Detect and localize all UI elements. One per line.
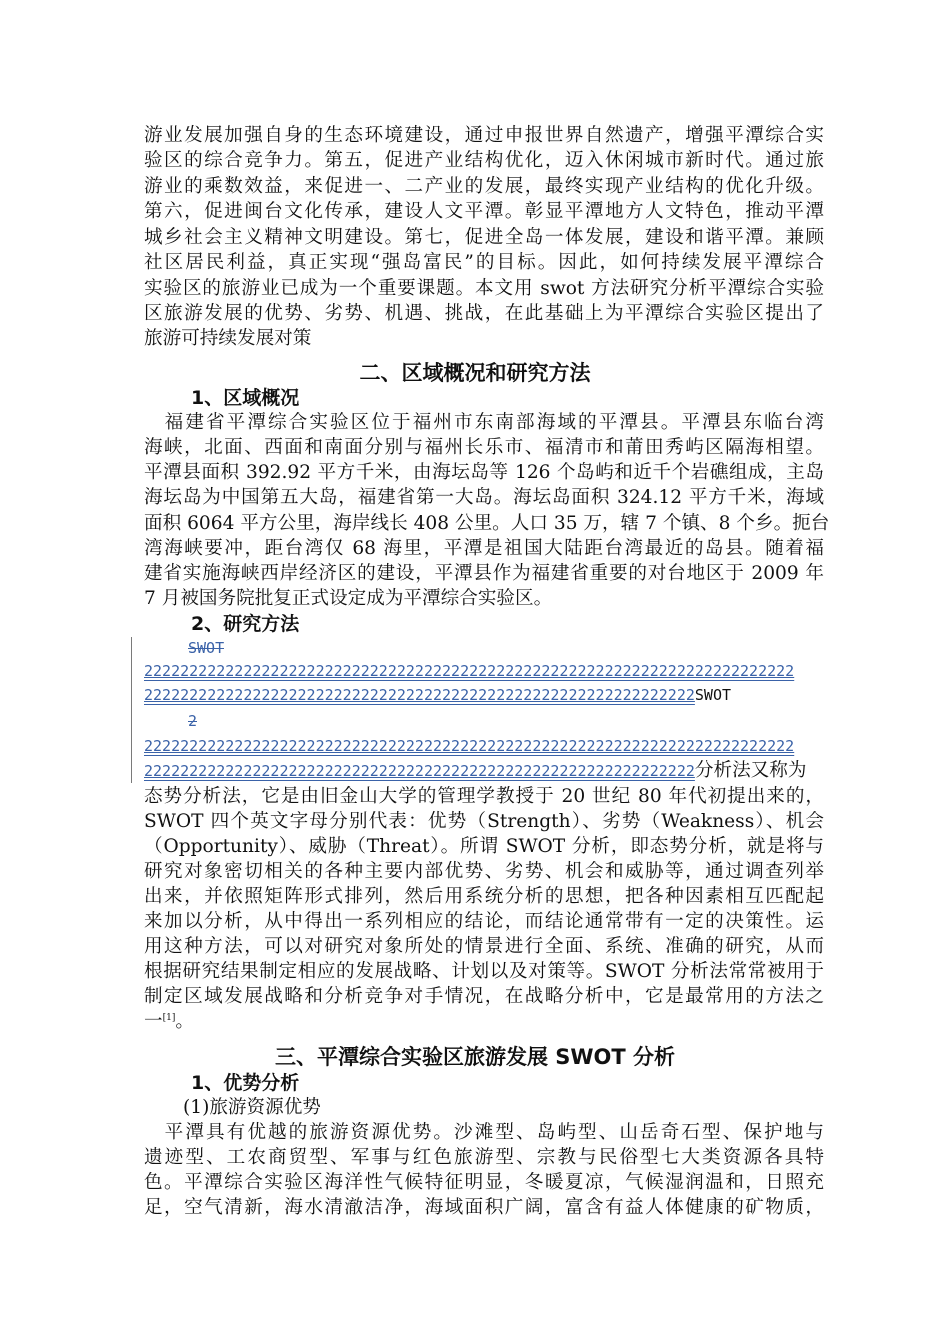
tracked-insertion: 222222222222222222222222222222222222222222222222222222222222222222222222	[144, 662, 795, 680]
section-heading: 二、区域概况和研究方法	[359, 361, 591, 385]
method-line: 根据研究结果制定相应的发展战略、计划以及对策等。SWOT 分析法常常被用于	[144, 961, 824, 982]
intro-line: 第六，促进闽台文化传承，建设人文平潭。彰显平潭地方人文特色，推动平潭	[144, 201, 824, 222]
section-heading: 三、平潭综合实验区旅游发展 SWOT 分析	[274, 1045, 676, 1069]
intro-line: 实验区的旅游业已成为一个重要课题。本文用 swot 方法研究分析平潭综合实验	[144, 278, 824, 299]
citation-ref[interactable]: [1]	[162, 1012, 176, 1023]
region-line: 海峡，北面、西面和南面分别与福州长乐市、福清市和莆田秀屿区隔海相望。	[144, 437, 824, 458]
region-line: 建省实施海峡西岸经济区的建设，平潭县作为福建省重要的对台地区于 2009 年	[144, 563, 824, 584]
tracked-insertion: 2222222222222222222222222222222222222222222222222222222222222分析法又称为	[144, 760, 807, 781]
advantage-line: 遗迹型、工农商贸型、军事与红色旅游型、宗教与民俗型七大类资源各具特	[144, 1147, 824, 1168]
tracked-insertion: 2222222222222222222222222222222222222222222222222222222222222SWOT	[144, 686, 732, 704]
region-line: 面积 6064 平方公里，海岸线长 408 公里。人口 35 万，辖 7 个镇、8 个乡。扼台	[144, 513, 830, 534]
method-line: （Opportunity）、威胁（Threat）。所谓 SWOT 分析，即态势分析，就是将与	[144, 836, 824, 857]
region-line: 海坛岛为中国第五大岛，福建省第一大岛。海坛岛面积 324.12 平方千米，海域	[144, 487, 824, 508]
intro-line: 城乡社会主义精神文明建设。第七，促进全岛一体发展，建设和谐平潭。兼顾	[144, 227, 824, 248]
advantage-line: 色。平潭综合实验区海洋性气候特征明显，冬暖夏凉，气候湿润温和，日照充	[144, 1172, 824, 1193]
method-line: 态势分析法，它是由旧金山大学的管理学教授于 20 世纪 80 年代初提出来的，	[144, 786, 824, 807]
intro-line: 区旅游发展的优势、劣势、机遇、挑战，在此基础上为平潭综合实验区提出了	[144, 303, 824, 324]
method-line: 制定区域发展战略和分析竞争对手情况，在战略分析中，它是最常用的方法之	[144, 986, 824, 1007]
region-line: 平潭县面积 392.92 平方千米，由海坛岛等 126 个岛屿和近千个岩礁组成，主岛	[144, 462, 824, 483]
method-line: 用这种方法，可以对研究对象所处的情景进行全面、系统、准确的研究，从而	[144, 936, 824, 957]
advantage-line: 平潭具有优越的旅游资源优势。沙滩型、岛屿型、山岳奇石型、保护地与	[144, 1122, 824, 1143]
method-line: SWOT 四个英文字母分别代表：优势（Strength）、劣势（Weakness）、机会	[144, 811, 824, 832]
tracked-insertion: 222222222222222222222222222222222222222222222222222222222222222222222222	[144, 737, 795, 755]
intro-line: 社区居民利益，真正实现“强岛富民”的目标。因此，如何持续发展平潭综合	[144, 252, 824, 273]
change-bar	[131, 637, 132, 783]
method-line: 来加以分析，从中得出一系列相应的结论，而结论通常带有一定的决策性。运	[144, 911, 824, 932]
method-line: 出来，并依照矩阵形式排列，然后用系统分析的思想，把各种因素相互匹配起	[144, 886, 824, 907]
tracked-deletion: 2	[188, 712, 198, 730]
intro-line: 旅游可持续发展对策	[144, 328, 312, 349]
intro-line: 验区的综合竞争力。第五，促进产业结构优化，迈入休闲城市新时代。通过旅	[144, 150, 824, 171]
method-line: 一[1]。	[144, 1011, 194, 1032]
tracked-deletion: SWOT	[188, 639, 225, 657]
region-line: 湾海峡要冲，距台湾仅 68 海里，平潭是祖国大陆距台湾最近的岛县。随着福	[144, 538, 824, 559]
advantage-line: 足，空气清新，海水清澈洁净，海域面积广阔，富含有益人体健康的矿物质，	[144, 1197, 824, 1218]
region-line: 福建省平潭综合实验区位于福州市东南部海域的平潭县。平潭县东临台湾	[144, 412, 824, 433]
list-item: (1)旅游资源优势	[183, 1097, 321, 1118]
intro-line: 游业的乘数效益，来促进一、二产业的发展，最终实现产业结构的优化升级。	[144, 176, 824, 197]
subsection-heading: 1、区域概况	[191, 387, 300, 409]
intro-line: 游业发展加强自身的生态环境建设，通过申报世界自然遗产，增强平潭综合实	[144, 125, 824, 146]
subsection-heading: 1、优势分析	[191, 1072, 300, 1094]
region-line: 7 月被国务院批复正式设定成为平潭综合实验区。	[144, 588, 553, 609]
method-line: 研究对象密切相关的各种主要内部优势、劣势、机会和威胁等，通过调查列举	[144, 861, 824, 882]
subsection-heading: 2、研究方法	[191, 613, 300, 635]
